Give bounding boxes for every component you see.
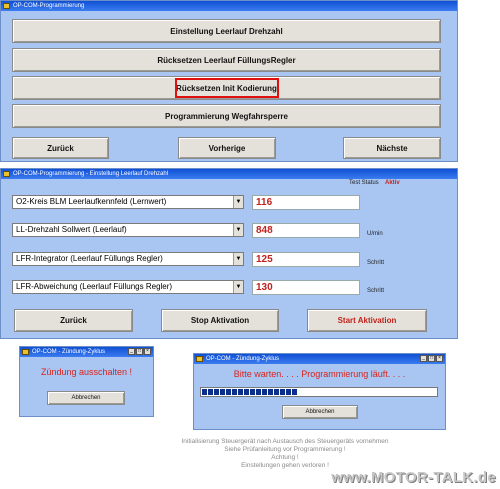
progress-segment <box>220 389 225 395</box>
reset-init-coding-button[interactable]: Rücksetzen Init Kodierung <box>12 76 441 100</box>
progress-segment <box>280 389 285 395</box>
reset-idle-fill-regulator-button[interactable]: Rücksetzen Leerlauf FüllungsRegler <box>12 48 441 72</box>
back-button[interactable]: Zurück <box>14 309 133 332</box>
progress-fill <box>202 389 297 395</box>
chevron-down-icon[interactable]: ▼ <box>233 224 243 236</box>
app-icon <box>3 3 10 9</box>
window-titlebar <box>20 347 153 357</box>
caption-line-3: Achtung ! <box>271 454 299 461</box>
select-value: LFR-Abweichung (Leerlauf Füllungs Regler) <box>16 282 173 291</box>
select-value: LL-Drehzahl Sollwert (Leerlauf) <box>16 225 127 234</box>
idle-speed-setting-button[interactable]: Einstellung Leerlauf Drehzahl <box>12 19 441 43</box>
start-activation-button[interactable]: Start Aktivation <box>307 309 427 332</box>
test-status-value: Aktiv <box>385 180 400 186</box>
app-icon <box>3 171 10 177</box>
progress-segment <box>256 389 261 395</box>
window-title: OP-COM-Programmierung - Einstellung Leerlauf Drehzahl <box>13 171 169 177</box>
next-button[interactable]: Nächste <box>343 137 441 159</box>
maximize-icon[interactable]: □ <box>429 355 434 361</box>
highlight-frame <box>175 78 279 98</box>
window-titlebar <box>1 169 457 179</box>
app-icon <box>22 349 29 355</box>
window-titlebar <box>194 354 445 364</box>
parameter-select-3[interactable] <box>12 252 244 266</box>
progress-bar <box>200 387 438 397</box>
value-field-1: 116 <box>252 195 360 210</box>
progress-segment <box>268 389 273 395</box>
progress-segment <box>226 389 231 395</box>
dialog-message: Zündung ausschalten ! <box>40 367 133 377</box>
dialog-message: Bitte warten. . . . Programmierung läuft. . . . <box>233 369 406 379</box>
previous-button[interactable]: Vorherige <box>178 137 276 159</box>
progress-segment <box>208 389 213 395</box>
window-title: OP-COM-Programmierung <box>13 3 85 9</box>
minimize-icon[interactable]: _ <box>128 348 135 355</box>
window-title: OP-COM - Zündung-Zyklus <box>206 356 280 362</box>
minimize-icon[interactable]: _ <box>420 355 427 362</box>
select-value: LFR-Integrator (Leerlauf Füllungs Regler) <box>16 254 163 263</box>
progress-segment <box>232 389 237 395</box>
progress-segment <box>202 389 207 395</box>
back-button[interactable]: Zurück <box>12 137 109 159</box>
progress-segment <box>274 389 279 395</box>
progress-segment <box>238 389 243 395</box>
programming-menu-window <box>0 0 458 162</box>
parameter-select-4[interactable] <box>12 280 244 294</box>
caption-line-2: Siehe Prüfanleitung vor Programmierung ! <box>224 446 346 453</box>
chevron-down-icon[interactable]: ▼ <box>233 253 243 265</box>
cancel-button[interactable]: Abbrechen <box>282 405 358 419</box>
test-status-label: Test Status <box>349 180 379 186</box>
watermark: www.MOTOR-TALK.de <box>331 469 496 486</box>
unit-label-2: U/min <box>367 231 383 237</box>
idle-speed-window <box>0 168 458 339</box>
progress-segment <box>250 389 255 395</box>
chevron-down-icon[interactable]: ▼ <box>233 196 243 208</box>
close-icon[interactable]: × <box>144 348 151 355</box>
ignition-off-dialog <box>19 346 154 417</box>
window-titlebar <box>1 1 457 11</box>
cancel-button[interactable]: Abbrechen <box>47 391 125 405</box>
app-icon <box>196 356 203 362</box>
progress-segment <box>286 389 291 395</box>
close-icon[interactable]: × <box>436 355 443 362</box>
stop-activation-button[interactable]: Stop Aktivation <box>161 309 279 332</box>
parameter-select-2[interactable] <box>12 223 244 237</box>
chevron-down-icon[interactable]: ▼ <box>233 281 243 293</box>
immobilizer-programming-button[interactable]: Programmierung Wegfahrsperre <box>12 104 441 128</box>
unit-label-3: Schritt <box>367 260 385 266</box>
caption-line-1: Initialisierung Steuergerät nach Austausch des Steuergeräts vornehmen <box>181 438 389 445</box>
value-field-3: 125 <box>252 252 360 267</box>
progress-segment <box>262 389 267 395</box>
caption-line-4: Einstellungen gehen verloren ! <box>241 462 329 469</box>
progress-segment <box>244 389 249 395</box>
maximize-icon[interactable]: □ <box>137 348 142 354</box>
programming-progress-dialog <box>193 353 446 430</box>
progress-segment <box>214 389 219 395</box>
window-controls <box>420 355 443 362</box>
parameter-select-1[interactable] <box>12 195 244 209</box>
progress-segment <box>292 389 297 395</box>
unit-label-4: Schritt <box>367 288 385 294</box>
window-controls <box>128 348 151 355</box>
window-title: OP-COM - Zündung-Zyklus <box>32 349 106 355</box>
value-field-4: 130 <box>252 280 360 295</box>
value-field-2: 848 <box>252 223 360 238</box>
select-value: O2-Kreis BLM Leerlaufkennfeld (Lernwert) <box>16 197 167 206</box>
